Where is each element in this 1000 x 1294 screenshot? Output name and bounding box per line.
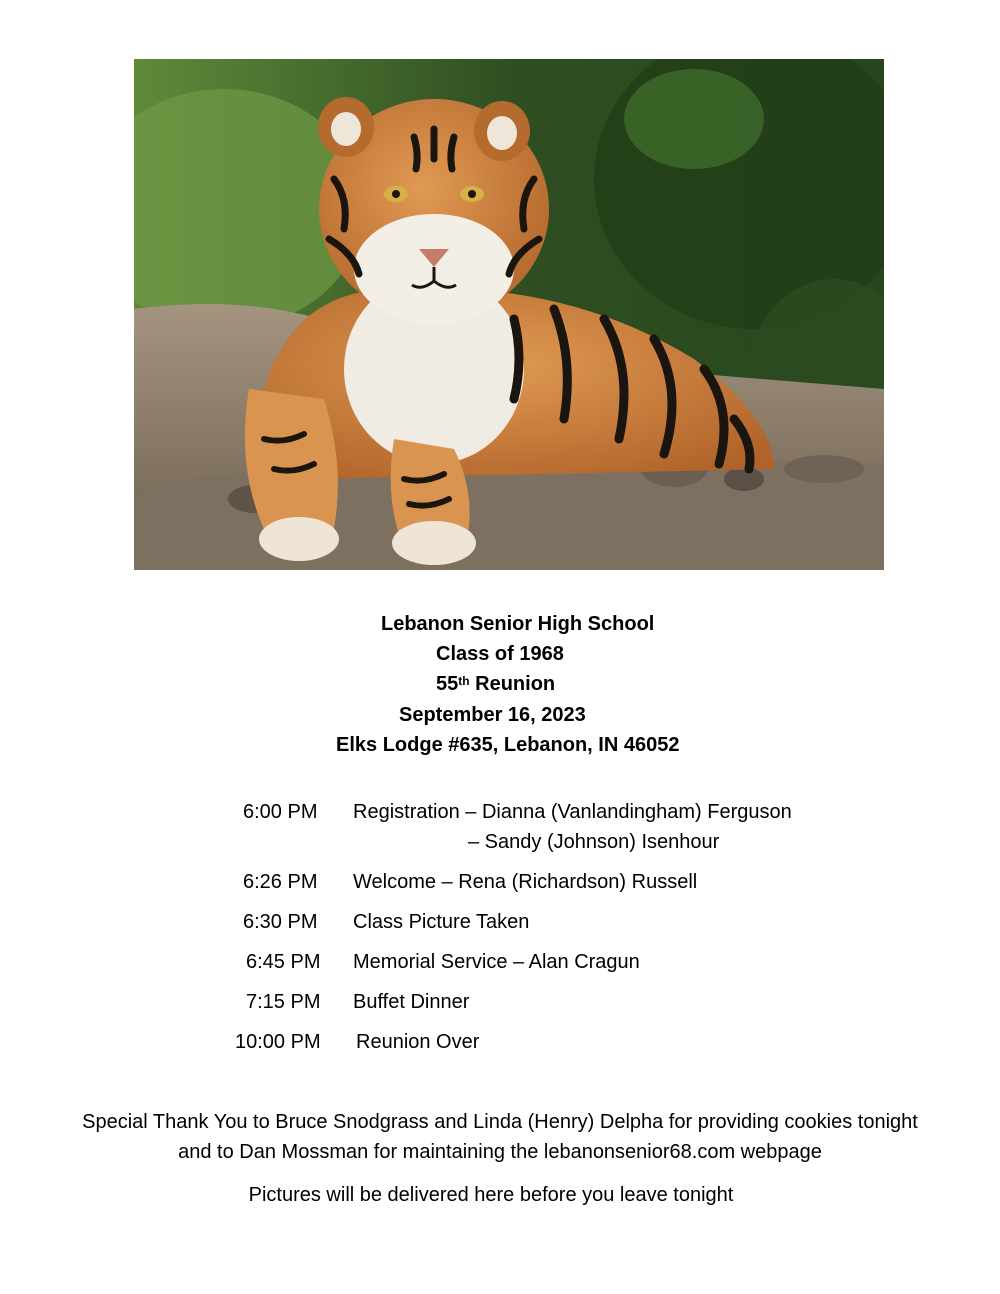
school-name: Lebanon Senior High School <box>381 613 655 635</box>
schedule-time: 6:00 PM <box>243 801 318 823</box>
reunion-number: 55 <box>436 673 459 695</box>
tiger-photo <box>134 59 884 570</box>
schedule-event: Registration – Dianna (Vanlandingham) Ferguson <box>353 801 792 823</box>
tiger-illustration <box>134 59 884 570</box>
schedule-time: 6:26 PM <box>243 871 318 893</box>
event-venue: Elks Lodge #635, Lebanon, IN 46052 <box>336 734 680 756</box>
schedule-event: Reunion Over <box>356 1031 480 1053</box>
reunion-word: Reunion <box>469 673 556 695</box>
schedule-time: 6:30 PM <box>243 911 318 933</box>
pictures-note: Pictures will be delivered here before you leave tonight <box>248 1184 734 1206</box>
schedule-time: 6:45 PM <box>246 951 321 973</box>
thanks-line-2: and to Dan Mossman for maintaining the lebanonsenior68.com webpage <box>178 1141 822 1163</box>
schedule-event-continuation: – Sandy (Johnson) Isenhour <box>468 831 720 853</box>
event-date: September 16, 2023 <box>399 704 586 726</box>
class-year: Class of 1968 <box>436 643 564 665</box>
schedule-event: Buffet Dinner <box>353 991 470 1013</box>
reunion-title <box>436 672 555 696</box>
thanks-line-1: Special Thank You to Bruce Snodgrass and Linda (Henry) Delpha for providing cookies tonight <box>82 1111 918 1133</box>
reunion-suffix: th <box>458 674 470 688</box>
schedule-time: 7:15 PM <box>246 991 321 1013</box>
schedule-time: 10:00 PM <box>235 1031 321 1053</box>
schedule-event: Memorial Service – Alan Cragun <box>353 951 640 973</box>
schedule-event: Class Picture Taken <box>353 911 530 933</box>
schedule-event: Welcome – Rena (Richardson) Russell <box>353 871 698 893</box>
